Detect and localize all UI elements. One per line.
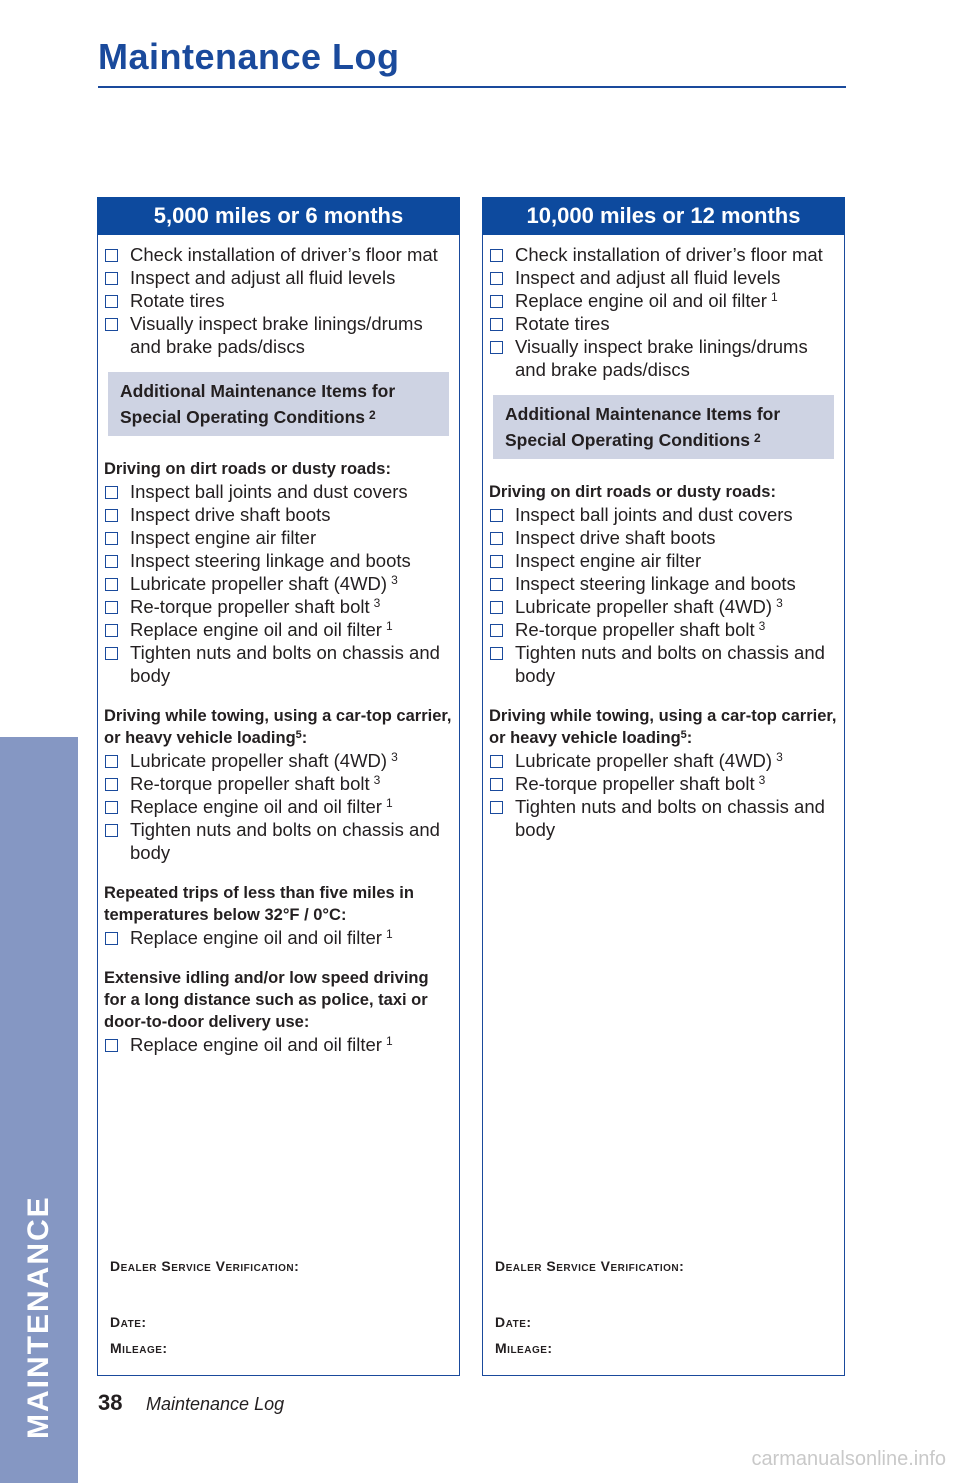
column-body: [483, 235, 844, 841]
conditions: [104, 458, 453, 1056]
checkbox[interactable]: [490, 272, 503, 285]
checkbox[interactable]: [490, 755, 503, 768]
footnote-ref: 3: [758, 619, 766, 633]
checkbox[interactable]: [105, 272, 118, 285]
checkbox[interactable]: [490, 647, 503, 660]
checkbox[interactable]: [105, 532, 118, 545]
item-text: Inspect steering linkage and boots: [515, 573, 796, 594]
checkbox[interactable]: [490, 341, 503, 354]
column-header: 10,000 miles or 12 months: [482, 197, 845, 235]
checklist-item: [104, 641, 453, 687]
checklist-item: [489, 549, 838, 572]
checklist-item: [104, 772, 453, 795]
footnote-ref: 1: [385, 619, 393, 633]
special-conditions-box: [108, 372, 449, 436]
checklist: [104, 243, 453, 358]
checkbox[interactable]: [105, 509, 118, 522]
item-text: Re-torque propeller shaft bolt: [130, 596, 370, 617]
checklist-item: [489, 641, 838, 687]
side-tab-label: MAINTENANCE: [22, 1195, 55, 1439]
column-body: [98, 235, 459, 1056]
column-5000-miles: [97, 197, 460, 1376]
checklist-item: [489, 503, 838, 526]
item-text: Replace engine oil and oil filter: [130, 1034, 382, 1055]
condition-heading: Driving on dirt roads or dusty roads:: [489, 483, 776, 501]
checklist-item: [489, 595, 838, 618]
item-text: Tighten nuts and bolts on chassis and body: [130, 819, 440, 863]
item-text: Replace engine oil and oil filter: [130, 927, 382, 948]
checklist-item: [489, 266, 838, 289]
checklist-item: [104, 572, 453, 595]
item-text: Tighten nuts and bolts on chassis and body: [515, 642, 825, 686]
item-text: Re-torque propeller shaft bolt: [130, 773, 370, 794]
checkbox[interactable]: [105, 486, 118, 499]
item-text: Tighten nuts and bolts on chassis and body: [515, 796, 825, 840]
condition-heading: Driving while towing, using a car-top carrier, or heavy vehicle loading$^5$:: [489, 707, 837, 747]
item-text: Lubricate propeller shaft (4WD): [515, 750, 773, 771]
checklist-item: [104, 1033, 453, 1056]
checklist-item: [104, 526, 453, 549]
footnote-ref: 1: [385, 796, 393, 810]
footnote-ref: 3: [391, 750, 398, 764]
checkbox[interactable]: [490, 778, 503, 791]
item-text: Inspect and adjust all fluid levels: [515, 267, 781, 288]
item-text: Tighten nuts and bolts on chassis and body: [130, 642, 440, 686]
checklist: [489, 243, 838, 381]
item-text: Inspect engine air filter: [515, 550, 702, 571]
checklist-item: [489, 749, 838, 772]
footnote-ref: 3: [373, 773, 381, 787]
checkbox[interactable]: [490, 532, 503, 545]
checkbox[interactable]: [490, 578, 503, 591]
checklist-item: [104, 926, 453, 949]
special-line-2: Special Operating Conditions $^2$: [505, 430, 761, 450]
condition-heading: Extensive idling and/or low speed driving for a long distance such as police, taxi or door-to-door delivery use:: [104, 969, 429, 1031]
item-text: Rotate tires: [130, 290, 225, 311]
checkbox[interactable]: [105, 647, 118, 660]
item-text: Inspect steering linkage and boots: [130, 550, 411, 571]
checklist-item: [104, 503, 453, 526]
condition-heading: Driving on dirt roads or dusty roads:: [104, 460, 391, 478]
dealer-verification-label: Dealer Service Verification:: [495, 1258, 685, 1274]
condition-heading: Repeated trips of less than five miles in temperatures below 32°F / 0°C:: [104, 884, 414, 924]
condition-heading: Driving while towing, using a car-top carrier, or heavy vehicle loading$^5$:: [104, 707, 452, 747]
checklist-item: [489, 795, 838, 841]
item-text: Re-torque propeller shaft bolt: [515, 773, 755, 794]
checklist-item: [104, 549, 453, 572]
item-text: Visually inspect brake linings/drums and brake pads/discs: [130, 313, 423, 357]
item-text: Inspect ball joints and dust covers: [130, 481, 408, 502]
item-text: Replace engine oil and oil filter: [130, 619, 382, 640]
checklist-item: [489, 526, 838, 549]
item-text: Replace engine oil and oil filter: [515, 290, 767, 311]
date-label: Date:: [110, 1314, 147, 1330]
mileage-label: Mileage:: [110, 1340, 168, 1356]
checkbox[interactable]: [490, 801, 503, 814]
checklist-item: [104, 818, 453, 864]
checkbox[interactable]: [490, 624, 503, 637]
side-tab: [0, 737, 78, 1483]
item-text: Lubricate propeller shaft (4WD): [130, 750, 388, 771]
special-conditions-box: [493, 395, 834, 459]
checklist-item: [104, 480, 453, 503]
checklist-item: [489, 335, 838, 381]
checklist-item: [104, 795, 453, 818]
mileage-label: Mileage:: [495, 1340, 553, 1356]
item-text: Inspect drive shaft boots: [130, 504, 331, 525]
item-text: Inspect and adjust all fluid levels: [130, 267, 396, 288]
footnote-ref: 3: [776, 750, 783, 764]
footnote-ref: 3: [391, 573, 398, 587]
checkbox[interactable]: [105, 555, 118, 568]
item-text: Replace engine oil and oil filter: [130, 796, 382, 817]
checkbox[interactable]: [105, 824, 118, 837]
checkbox[interactable]: [105, 318, 118, 331]
checklist-item: [104, 289, 453, 312]
column-10000-miles: [482, 197, 845, 1376]
checkbox[interactable]: [490, 509, 503, 522]
item-text: Re-torque propeller shaft bolt: [515, 619, 755, 640]
checkbox[interactable]: [105, 755, 118, 768]
special-line-1: Additional Maintenance Items for: [120, 381, 396, 401]
item-text: Visually inspect brake linings/drums and brake pads/discs: [515, 336, 808, 380]
checkbox[interactable]: [105, 601, 118, 614]
checkbox[interactable]: [105, 778, 118, 791]
footnote-ref: 3: [758, 773, 766, 787]
footnote-ref: 1: [385, 927, 393, 941]
checklist-item: [489, 243, 838, 266]
checkbox[interactable]: [490, 601, 503, 614]
checkbox[interactable]: [105, 249, 118, 262]
checklist-item: [489, 772, 838, 795]
checkbox[interactable]: [490, 318, 503, 331]
item-text: Inspect ball joints and dust covers: [515, 504, 793, 525]
checklist-item: [104, 243, 453, 266]
checklist-item: [489, 289, 838, 312]
checklist-item: [104, 749, 453, 772]
page-number: 38: [98, 1390, 123, 1415]
checkbox[interactable]: [105, 932, 118, 945]
checklist-item: [104, 312, 453, 358]
special-line-1: Additional Maintenance Items for: [505, 404, 781, 424]
footnote-ref: 1: [770, 290, 778, 304]
date-label: Date:: [495, 1314, 532, 1330]
item-text: Check installation of driver’s floor mat: [130, 244, 438, 265]
item-text: Lubricate propeller shaft (4WD): [130, 573, 388, 594]
item-text: Inspect drive shaft boots: [515, 527, 716, 548]
item-text: Rotate tires: [515, 313, 610, 334]
conditions: [489, 481, 838, 841]
footnote-ref: 3: [776, 596, 783, 610]
dealer-verification-label: Dealer Service Verification:: [110, 1258, 300, 1274]
checklist-item: [104, 266, 453, 289]
checklist-item: [104, 595, 453, 618]
checkbox[interactable]: [105, 801, 118, 814]
footnote-ref: 3: [373, 596, 381, 610]
special-line-2: Special Operating Conditions $^2$: [120, 407, 376, 427]
column-header: 5,000 miles or 6 months: [97, 197, 460, 235]
checklist-item: [489, 312, 838, 335]
item-text: Check installation of driver’s floor mat: [515, 244, 823, 265]
checkbox[interactable]: [490, 249, 503, 262]
checkbox[interactable]: [105, 624, 118, 637]
checkbox[interactable]: [105, 295, 118, 308]
checkbox[interactable]: [105, 1039, 118, 1052]
checkbox[interactable]: [490, 295, 503, 308]
checklist-item: [104, 618, 453, 641]
checkbox[interactable]: [105, 578, 118, 591]
checkbox[interactable]: [490, 555, 503, 568]
item-text: Lubricate propeller shaft (4WD): [515, 596, 773, 617]
title-rule: [98, 86, 846, 88]
footer-section: Maintenance Log: [146, 1394, 285, 1414]
page-title: Maintenance Log: [98, 36, 400, 77]
item-text: Inspect engine air filter: [130, 527, 317, 548]
checklist-item: [489, 572, 838, 595]
watermark: carmanualsonline.info: [751, 1448, 946, 1470]
footnote-ref: 1: [385, 1034, 393, 1048]
checklist-item: [489, 618, 838, 641]
